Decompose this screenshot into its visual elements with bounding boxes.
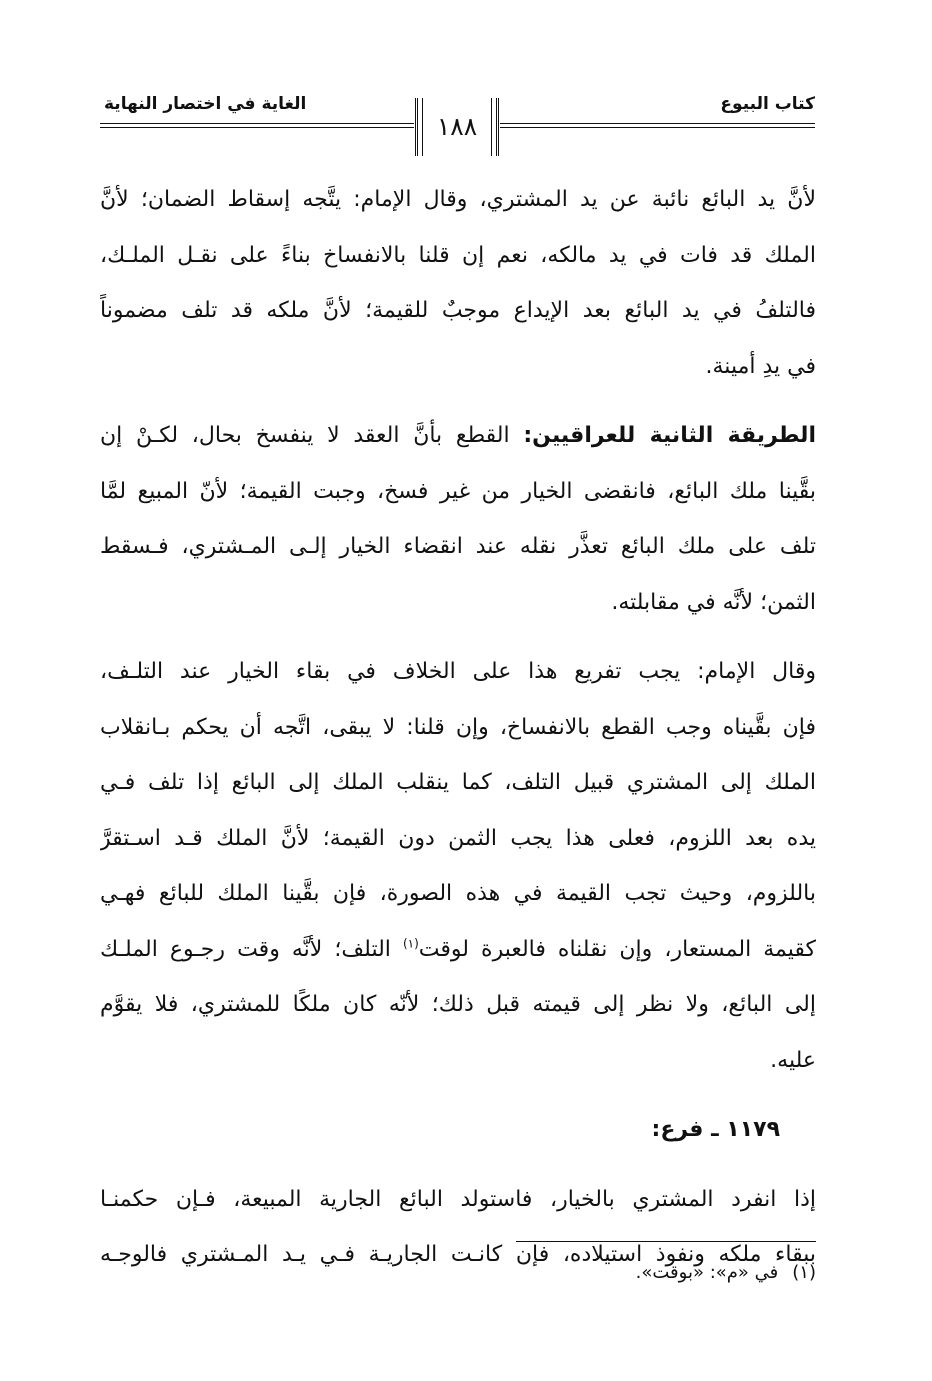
main-text	[100, 172, 816, 1283]
paragraph-2	[100, 408, 816, 630]
text-line: فالتلفُ في يد البائع بعد الإيداع موجبٌ للقيمة؛ لأنَّ ملكه قد تلف مضموناً	[100, 298, 816, 323]
text-line: لأنَّ يد البائع نائبة عن يد المشتري، وقال الإمام: يتَّجه إسقاط الضمان؛ لأنَّ	[100, 187, 816, 212]
text-line: إلى البائع، ولا نظر إلى قيمته قبل ذلك؛ لأنّه كان ملكًا للمشتري، فلا يقوَّم	[100, 992, 816, 1017]
text-segment: كقيمة المستعار، وإن نقلناه فالعبرة لوقت	[418, 936, 816, 962]
paragraph-3	[100, 644, 816, 1088]
header-rule-left	[100, 123, 414, 128]
text-line: عليه.	[770, 1047, 816, 1073]
text-line: إذا انفرد المشتري بالخيار، فاستولد البائع الجارية المبيعة، فـإن حكمنـا	[100, 1186, 816, 1212]
page-number: ١٨٨	[436, 112, 478, 141]
text-line: الثمن؛ لأنَّه في مقابلته.	[611, 589, 816, 615]
text-line: في يدِ أمينة.	[705, 353, 816, 379]
footnote-reference[interactable]: (١)	[402, 936, 419, 951]
text-line: وقال الإمام: يجب تفريع هذا على الخلاف في بقاء الخيار عند التلـف،	[100, 659, 816, 684]
footnote-separator	[516, 1241, 816, 1242]
text-segment: التلف؛ لأنَّه وقت رجـوع الملـك	[100, 936, 403, 962]
text-segment: القطع بأنَّ العقد لا ينفسخ بحال، لكـنْ إن	[100, 423, 510, 448]
section-heading	[100, 1102, 816, 1158]
text-line: باللزوم، وحيث تجب القيمة في هذه الصورة، فإن بقَّينا الملك للبائع فهـي	[100, 881, 816, 906]
header-rule-right	[500, 123, 815, 128]
paragraph-lead: الطريقة الثانية للعراقيين:	[523, 423, 816, 448]
text-line: تلف على ملك البائع تعذَّر نقله عند انقضاء الخيار إلـى المـشتري، فـسقط	[100, 534, 816, 559]
text-line: الملك إلى المشتري قبيل التلف، كما ينقلب الملك إلى البائع إذا تلف فـي	[100, 770, 816, 795]
text-line: فإن بقَّيناه وجب القطع بالانفساخ، وإن قلنا: لا يبقى، اتَّجه أن يحكم بـانقلاب	[100, 714, 816, 740]
text-line	[100, 922, 816, 978]
running-header	[100, 92, 815, 162]
footnote-text: في «م»: «بوقت».	[635, 1262, 779, 1283]
page-number-frame	[415, 98, 499, 156]
book-title: الغاية في اختصار النهاية	[104, 94, 307, 114]
chapter-title: كتاب البيوع	[720, 94, 815, 114]
text-line	[100, 408, 816, 464]
text-line: ببقاء ملكه ونفوذ استيلاده، فإن كانـت الجاريـة فـي يـد المـشتري فالوجـه	[100, 1242, 816, 1267]
text-line: بقَّينا ملك البائع، فانقضى الخيار من غير فسخ، وجبت القيمة؛ لأنّ المبيع لمَّا	[100, 478, 816, 504]
footnote	[636, 1262, 816, 1283]
branch-heading: ١١٧٩ ـ فرع:	[651, 1117, 780, 1142]
paragraph-1	[100, 172, 816, 394]
footnote-number: (١)	[792, 1262, 816, 1283]
text-line: الملك قد فات في يد مالكه، نعم إن قلنا بالانفساخ بناءً على نقـل الملـك،	[100, 242, 816, 268]
text-line: يده بعد اللزوم، فعلى هذا يجب الثمن دون القيمة؛ لأنَّ الملك قـد اسـتقرَّ	[100, 825, 816, 851]
